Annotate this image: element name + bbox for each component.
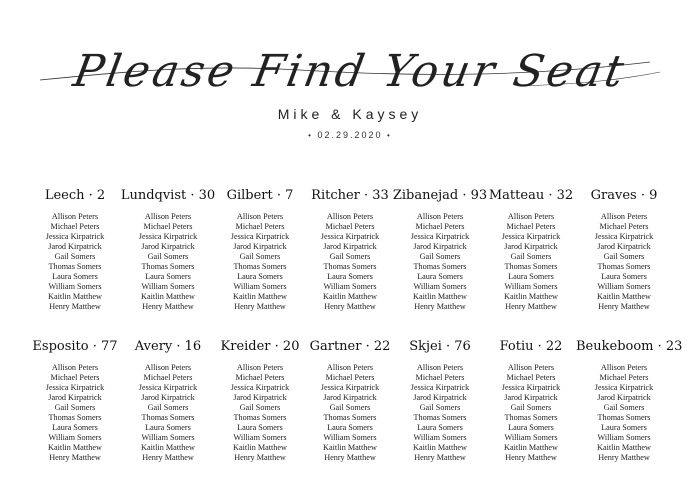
guest-name: Kaitlin Matthew: [141, 292, 195, 301]
guest-name: Gail Somers: [54, 252, 96, 261]
guest-name: Thomas Somers: [504, 262, 558, 271]
table-card: [212, 337, 308, 463]
guest-name: Kaitlin Matthew: [504, 443, 558, 452]
guest-name: Laura Somers: [601, 272, 647, 281]
table-card: [302, 186, 398, 312]
guest-name: William Somers: [597, 282, 651, 291]
guest-name: Michael Peters: [599, 373, 649, 382]
guest-name: Thomas Somers: [141, 262, 195, 271]
couple-names: Mike & Kaysey: [277, 106, 423, 122]
guest-name: Michael Peters: [143, 222, 193, 231]
guest-name: William Somers: [504, 282, 558, 291]
guest-name: Allison Peters: [600, 363, 648, 372]
guest-name: Kaitlin Matthew: [323, 443, 377, 452]
guest-name: Thomas Somers: [323, 413, 377, 422]
guest-name: Laura Somers: [327, 423, 373, 432]
guest-name: Kaitlin Matthew: [141, 443, 195, 452]
guest-name: Jessica Kirpatrick: [138, 232, 198, 241]
guest-name: Thomas Somers: [597, 413, 651, 422]
guest-name: Laura Somers: [52, 423, 98, 432]
guest-name: Laura Somers: [417, 272, 463, 281]
guest-name: William Somers: [504, 433, 558, 442]
table-heading: Skjei · 76: [409, 339, 471, 354]
guest-name: Laura Somers: [237, 272, 283, 281]
table-card: [576, 186, 672, 312]
guest-list: [212, 212, 308, 312]
guest-name: Jessica Kirpatrick: [230, 232, 290, 241]
guest-name: Jarod Kirpatrick: [233, 393, 287, 402]
guest-name: Kaitlin Matthew: [233, 443, 287, 452]
guest-name: Michael Peters: [325, 373, 375, 382]
guest-name: Henry Matthew: [505, 302, 557, 311]
guest-name: William Somers: [48, 282, 102, 291]
guest-name: Thomas Somers: [233, 413, 287, 422]
guest-name: Jarod Kirpatrick: [413, 242, 467, 251]
guest-name: Allison Peters: [416, 212, 464, 221]
guest-name: Henry Matthew: [49, 453, 101, 462]
guest-name: Gail Somers: [54, 403, 96, 412]
guest-name: Michael Peters: [50, 222, 100, 231]
guest-name: Allison Peters: [507, 363, 555, 372]
guest-name: Jarod Kirpatrick: [597, 393, 651, 402]
guest-name: Michael Peters: [50, 373, 100, 382]
guest-name: William Somers: [597, 433, 651, 442]
guest-name: Kaitlin Matthew: [597, 292, 651, 301]
guest-name: William Somers: [48, 433, 102, 442]
guest-name: Jarod Kirpatrick: [141, 393, 195, 402]
guest-name: Kaitlin Matthew: [413, 292, 467, 301]
guest-name: Gail Somers: [603, 403, 645, 412]
table-heading: Graves · 9: [590, 188, 658, 203]
guest-name: Jessica Kirpatrick: [230, 383, 290, 392]
guest-name: Jarod Kirpatrick: [504, 393, 558, 402]
guest-name: Laura Somers: [145, 423, 191, 432]
guest-name: Michael Peters: [506, 373, 556, 382]
guest-name: Jarod Kirpatrick: [323, 393, 377, 402]
guest-name: William Somers: [413, 433, 467, 442]
guest-name: Henry Matthew: [49, 302, 101, 311]
guest-name: Gail Somers: [419, 252, 461, 261]
guest-name: Jessica Kirpatrick: [320, 383, 380, 392]
table-heading: Gartner · 22: [309, 339, 391, 354]
guest-name: Thomas Somers: [597, 262, 651, 271]
guest-name: Kaitlin Matthew: [48, 292, 102, 301]
guest-name: Jessica Kirpatrick: [501, 383, 561, 392]
guest-name: Thomas Somers: [48, 413, 102, 422]
table-card: [483, 337, 579, 463]
guest-name: Jarod Kirpatrick: [141, 242, 195, 251]
guest-name: Henry Matthew: [598, 453, 650, 462]
guest-name: Gail Somers: [510, 252, 552, 261]
guest-name: Laura Somers: [327, 272, 373, 281]
page-title-banner: [0, 34, 700, 104]
guest-name: Jarod Kirpatrick: [504, 242, 558, 251]
guest-name: Laura Somers: [508, 272, 554, 281]
guest-name: Michael Peters: [143, 373, 193, 382]
guest-name: Allison Peters: [236, 363, 284, 372]
table-heading: Leech · 2: [44, 188, 106, 203]
guest-list: [392, 212, 488, 312]
guest-list: [576, 363, 672, 463]
table-card: [27, 186, 123, 312]
guest-name: Laura Somers: [601, 423, 647, 432]
guest-name: Gail Somers: [329, 252, 371, 261]
table-card: [392, 337, 488, 463]
guest-name: Michael Peters: [415, 222, 465, 231]
guest-name: Michael Peters: [415, 373, 465, 382]
table-card: [483, 186, 579, 312]
guest-name: Henry Matthew: [142, 453, 194, 462]
guest-name: Gail Somers: [147, 403, 189, 412]
guest-name: Allison Peters: [144, 212, 192, 221]
guest-name: Thomas Somers: [233, 262, 287, 271]
guest-name: Allison Peters: [507, 212, 555, 221]
guest-list: [27, 212, 123, 312]
guest-list: [120, 212, 216, 312]
event-date-text: 02.29.2020: [317, 130, 383, 140]
guest-name: Jarod Kirpatrick: [48, 393, 102, 402]
guest-list: [302, 363, 398, 463]
guest-name: Allison Peters: [600, 212, 648, 221]
table-heading: Lundqvist · 30: [120, 188, 216, 203]
guest-name: Thomas Somers: [413, 262, 467, 271]
page-title: Please Find Your Seat: [69, 46, 631, 97]
guest-list: [120, 363, 216, 463]
table-heading: Beukeboom · 23: [576, 339, 683, 354]
table-heading: Kreider · 20: [220, 339, 300, 354]
guest-name: William Somers: [141, 433, 195, 442]
table-card: [120, 186, 216, 312]
guest-name: Jessica Kirpatrick: [45, 232, 105, 241]
table-heading: Fotiu · 22: [499, 339, 563, 354]
guest-name: Michael Peters: [599, 222, 649, 231]
guest-name: Jarod Kirpatrick: [323, 242, 377, 251]
guest-name: Laura Somers: [237, 423, 283, 432]
guest-name: William Somers: [413, 282, 467, 291]
guest-name: Jarod Kirpatrick: [48, 242, 102, 251]
guest-name: Henry Matthew: [234, 453, 286, 462]
guest-name: William Somers: [233, 433, 287, 442]
table-heading: Gilbert · 7: [226, 188, 294, 203]
dot-left: •: [308, 131, 313, 140]
guest-name: Laura Somers: [145, 272, 191, 281]
guest-name: Jarod Kirpatrick: [233, 242, 287, 251]
guest-name: Kaitlin Matthew: [504, 292, 558, 301]
guest-name: Allison Peters: [326, 363, 374, 372]
table-card: [392, 186, 488, 312]
guest-name: Thomas Somers: [48, 262, 102, 271]
guest-name: Allison Peters: [51, 363, 99, 372]
table-card: [302, 337, 398, 463]
guest-name: Jessica Kirpatrick: [320, 232, 380, 241]
guest-name: Kaitlin Matthew: [597, 443, 651, 452]
guest-name: Kaitlin Matthew: [323, 292, 377, 301]
guest-name: Henry Matthew: [414, 453, 466, 462]
guest-list: [302, 212, 398, 312]
guest-name: Jessica Kirpatrick: [138, 383, 198, 392]
guest-name: Jessica Kirpatrick: [410, 383, 470, 392]
guest-name: Michael Peters: [506, 222, 556, 231]
guest-name: Jessica Kirpatrick: [410, 232, 470, 241]
dot-right: •: [387, 131, 392, 140]
guest-name: Laura Somers: [508, 423, 554, 432]
guest-name: Michael Peters: [235, 373, 285, 382]
guest-name: Jessica Kirpatrick: [594, 232, 654, 241]
table-card: [212, 186, 308, 312]
guest-name: Thomas Somers: [504, 413, 558, 422]
table-heading: Ritcher · 33: [311, 188, 389, 203]
guest-name: Kaitlin Matthew: [233, 292, 287, 301]
guest-name: Henry Matthew: [142, 302, 194, 311]
guest-list: [576, 212, 672, 312]
guest-name: Gail Somers: [239, 403, 281, 412]
guest-list: [212, 363, 308, 463]
table-card: [27, 337, 123, 463]
guest-name: Gail Somers: [329, 403, 371, 412]
guest-name: Allison Peters: [326, 212, 374, 221]
guest-name: Kaitlin Matthew: [48, 443, 102, 452]
guest-name: Allison Peters: [51, 212, 99, 221]
guest-name: Allison Peters: [236, 212, 284, 221]
guest-name: Gail Somers: [510, 403, 552, 412]
table-heading: Matteau · 32: [488, 188, 574, 203]
guest-name: Henry Matthew: [324, 453, 376, 462]
table-heading: Avery · 16: [134, 339, 202, 354]
table-heading: Zibanejad · 93: [392, 188, 488, 203]
guest-name: Kaitlin Matthew: [413, 443, 467, 452]
guest-name: Thomas Somers: [413, 413, 467, 422]
guest-name: Laura Somers: [417, 423, 463, 432]
event-date: [0, 130, 700, 140]
guest-name: Jessica Kirpatrick: [45, 383, 105, 392]
guest-name: Jessica Kirpatrick: [501, 232, 561, 241]
guest-name: Gail Somers: [603, 252, 645, 261]
guest-name: William Somers: [141, 282, 195, 291]
guest-name: William Somers: [323, 433, 377, 442]
guest-name: Allison Peters: [144, 363, 192, 372]
table-heading: Esposito · 77: [32, 339, 118, 354]
guest-name: Laura Somers: [52, 272, 98, 281]
guest-name: Henry Matthew: [414, 302, 466, 311]
guest-list: [392, 363, 488, 463]
guest-name: William Somers: [233, 282, 287, 291]
guest-name: Henry Matthew: [324, 302, 376, 311]
guest-name: Gail Somers: [147, 252, 189, 261]
guest-name: Henry Matthew: [234, 302, 286, 311]
guest-name: Jarod Kirpatrick: [597, 242, 651, 251]
guest-name: Allison Peters: [416, 363, 464, 372]
guest-name: Thomas Somers: [323, 262, 377, 271]
guest-list: [483, 212, 579, 312]
guest-name: Gail Somers: [419, 403, 461, 412]
guest-name: Thomas Somers: [141, 413, 195, 422]
guest-list: [27, 363, 123, 463]
guest-name: Jessica Kirpatrick: [594, 383, 654, 392]
guest-name: Henry Matthew: [598, 302, 650, 311]
guest-name: Henry Matthew: [505, 453, 557, 462]
table-card: [576, 337, 683, 463]
guest-list: [483, 363, 579, 463]
table-card: [120, 337, 216, 463]
guest-name: Michael Peters: [235, 222, 285, 231]
guest-name: Michael Peters: [325, 222, 375, 231]
guest-name: William Somers: [323, 282, 377, 291]
guest-name: Gail Somers: [239, 252, 281, 261]
guest-name: Jarod Kirpatrick: [413, 393, 467, 402]
